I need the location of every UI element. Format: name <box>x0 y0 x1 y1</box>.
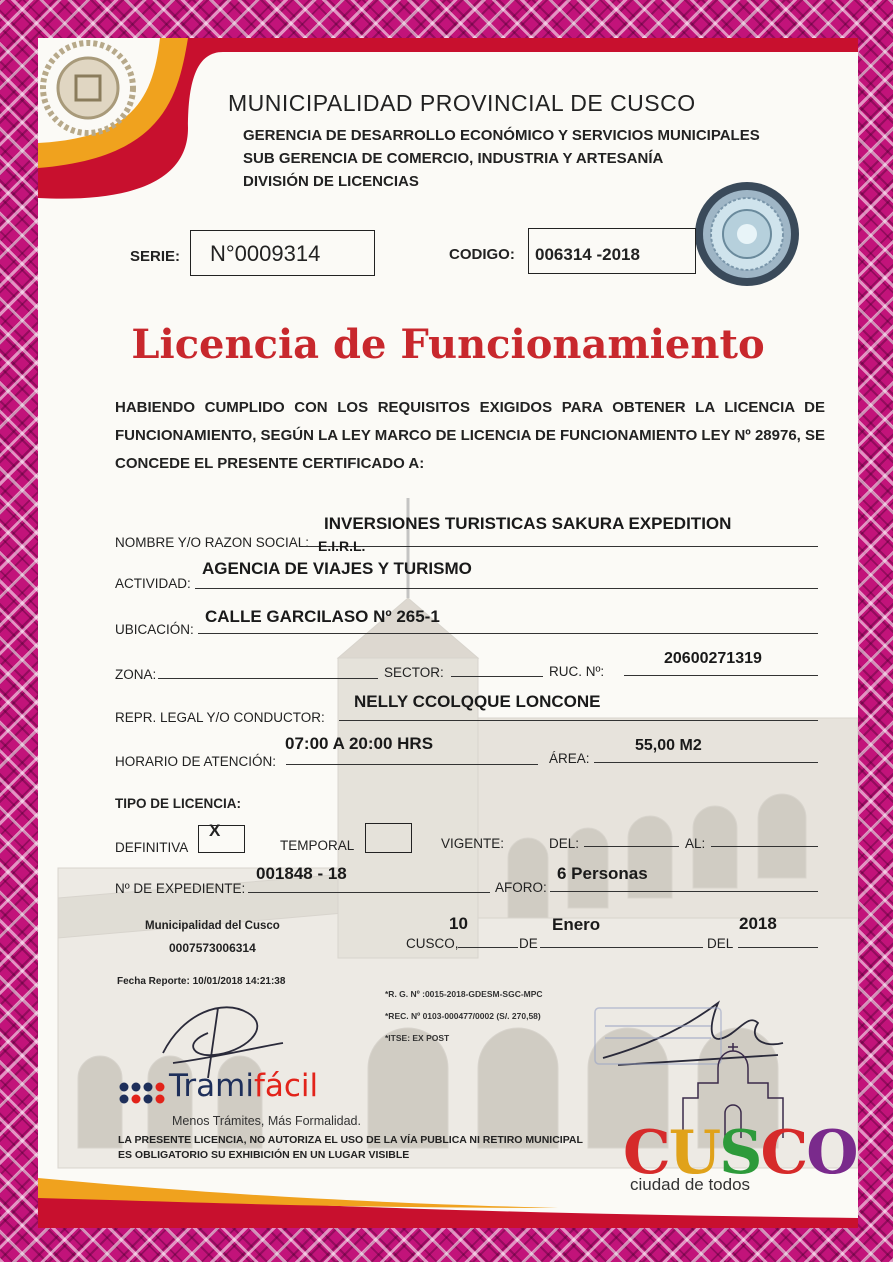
serie-label: SERIE: <box>130 248 181 265</box>
temporal-checkbox <box>365 823 412 853</box>
cusco-letter-u: U <box>668 1118 720 1188</box>
day-line <box>458 947 518 948</box>
tramifacil-brand-a: Trami <box>169 1068 254 1104</box>
ruc-value: 20600271319 <box>664 650 762 667</box>
footer-swoosh <box>38 1178 858 1228</box>
codigo-number: 006314 -2018 <box>535 245 640 264</box>
ubicacion-value: CALLE GARCILASO Nº 265-1 <box>205 607 440 626</box>
cusco-tagline: ciudad de todos <box>630 1175 751 1194</box>
aforo-label: AFORO: <box>495 880 547 895</box>
nombre-value-1: INVERSIONES TURISTICAS SAKURA EXPEDITION <box>324 514 732 533</box>
expediente-line <box>248 892 490 893</box>
repr-line <box>339 720 818 721</box>
hologram-seal-icon <box>693 180 801 288</box>
area-line <box>594 762 818 763</box>
tramifacil-brand-b: fácil <box>253 1068 319 1104</box>
tramifacil-slogan: Menos Trámites, Más Formalidad. <box>172 1114 361 1128</box>
expediente-label: Nº DE EXPEDIENTE: <box>115 881 246 896</box>
repr-value: NELLY CCOLQQUE LONCONE <box>354 692 601 711</box>
actividad-value: AGENCIA DE VIAJES Y TURISMO <box>202 559 472 578</box>
area-label: ÁREA: <box>549 751 590 766</box>
date-month: Enero <box>552 915 601 934</box>
aforo-line <box>550 891 818 892</box>
ruc-line <box>624 675 818 676</box>
cusco-letter-o: O <box>806 1118 857 1188</box>
al-line <box>711 846 818 847</box>
footer-line-1: LA PRESENTE LICENCIA, NO AUTORIZA EL USO DE LA VÍA PUBLICA NI RETIRO MUNICIPAL <box>118 1134 583 1146</box>
vigente-label: VIGENTE: <box>441 836 505 851</box>
horario-line <box>286 764 538 765</box>
serie-number: N°0009314 <box>210 241 321 266</box>
receipt-number: 0007573006314 <box>169 941 256 955</box>
note-rec: *REC. Nº 0103-000477/0002 (S/. 270,58) <box>385 1011 541 1021</box>
receipt-entity: Municipalidad del Cusco <box>145 920 280 932</box>
nombre-value-2: E.I.R.L. <box>318 538 366 554</box>
definitiva-checkbox <box>198 825 245 853</box>
repr-label: REPR. LEGAL Y/O CONDUCTOR: <box>115 710 325 725</box>
note-rg: *R. G. Nº :0015-2018-GDESM-SGC-MPC <box>385 989 543 999</box>
month-line <box>540 947 703 948</box>
nombre-line <box>303 546 818 547</box>
cusco-letter-c1: C <box>623 1118 669 1188</box>
ruc-label: RUC. Nº: <box>549 664 605 679</box>
horario-value: 07:00 A 20:00 HRS <box>285 734 434 753</box>
cusco-letter-c2: C <box>760 1118 807 1188</box>
intro-paragraph: HABIENDO CUMPLIDO CON LOS REQUISITOS EXIGIDOS PARA OBTENER LA LICENCIA DE FUNCIONAMIENTO, SEGÚN LA LEY MARCO DE LICENCIA DE FUNCIONAMIENTO LEY Nº 28976, SE CONCEDE EL PRESENTE CERTIFICADO A: <box>115 399 826 472</box>
expediente-value: 001848 - 18 <box>256 864 347 883</box>
definitiva-check-mark: X <box>209 821 221 840</box>
del-line <box>584 846 679 847</box>
de-label: DE <box>519 936 538 951</box>
temporal-label: TEMPORAL <box>280 838 355 853</box>
zona-line <box>158 678 378 679</box>
actividad-line <box>195 588 818 589</box>
note-itse: *ITSE: EX POST <box>385 1033 450 1043</box>
tramifacil-brand <box>169 1068 318 1104</box>
tramifacil-dots-icon <box>118 1081 166 1105</box>
date-day: 10 <box>449 914 468 933</box>
report-date: Fecha Reporte: 10/01/2018 14:21:38 <box>117 976 286 987</box>
sector-line <box>451 676 543 677</box>
del2-label: DEL <box>707 936 734 951</box>
document-title: Licencia de Funcionamiento <box>131 321 765 368</box>
definitiva-label: DEFINITIVA <box>115 840 189 855</box>
inca-sun-seal-icon <box>38 38 138 138</box>
header-line-2: SUB GERENCIA DE COMERCIO, INDUSTRIA Y ARTESANÍA <box>243 150 664 167</box>
ubicacion-label: UBICACIÓN: <box>115 622 194 637</box>
codigo-label: CODIGO: <box>449 246 515 263</box>
al-label: AL: <box>685 836 706 851</box>
footer-line-2: ES OBLIGATORIO SU EXHIBICIÓN EN UN LUGAR VISIBLE <box>118 1149 410 1161</box>
license-paper <box>38 38 858 1228</box>
ubicacion-line <box>198 633 818 634</box>
aforo-value: 6 Personas <box>557 864 648 883</box>
zona-label: ZONA: <box>115 667 157 682</box>
actividad-label: ACTIVIDAD: <box>115 576 191 591</box>
del-label: DEL: <box>549 836 580 851</box>
year-line <box>738 947 818 948</box>
cusco-label: CUSCO, <box>406 936 459 951</box>
nombre-label: NOMBRE Y/O RAZON SOCIAL: <box>115 535 310 550</box>
area-value: 55,00 M2 <box>635 737 702 754</box>
institution-name: MUNICIPALIDAD PROVINCIAL DE CUSCO <box>228 90 696 116</box>
header-line-3: DIVISIÓN DE LICENCIAS <box>243 173 419 190</box>
cusco-letter-s: S <box>719 1118 761 1188</box>
sector-label: SECTOR: <box>384 665 444 680</box>
header-line-1: GERENCIA DE DESARROLLO ECONÓMICO Y SERVICIOS MUNICIPALES <box>243 127 760 144</box>
horario-label: HORARIO DE ATENCIÓN: <box>115 754 277 769</box>
date-year: 2018 <box>739 914 777 933</box>
tipo-licencia-label: TIPO DE LICENCIA: <box>115 796 242 811</box>
